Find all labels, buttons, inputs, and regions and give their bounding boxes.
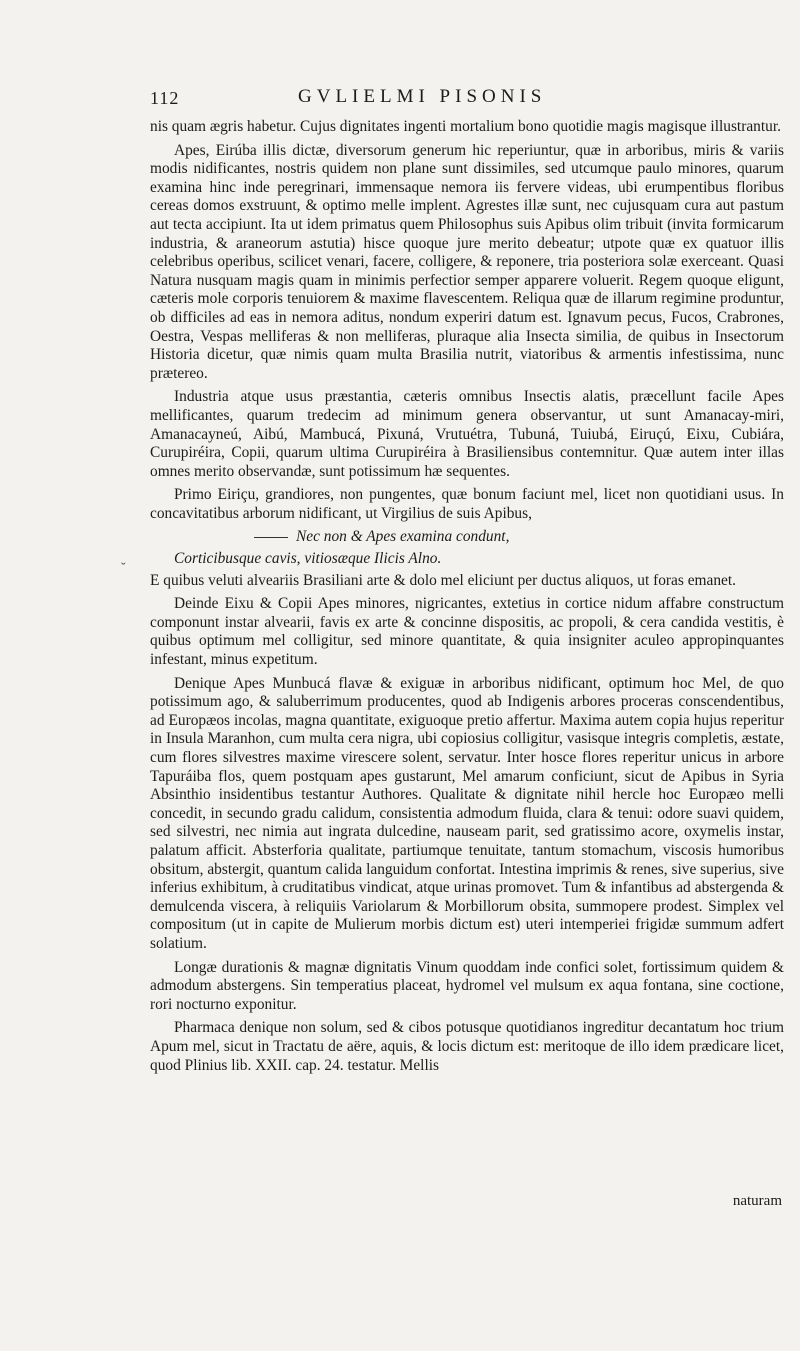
verse-dash	[254, 537, 288, 538]
paragraph: Industria atque usus præstantia, cæteris omnibus Insectis alatis, præcellunt facile Apes mellificantes, quarum tredecim ad minimum genera observantur, ut sunt Amanacay-miri, Amanacayneú, Aibú, Mambucá, Pixuná, Vrutuétra, Tubuná, Tuiubá, Eiruçú, Eixu, Cubiára, Curupiréira, Copii, quarum ultima Curupiréira à Brasiliensibus contemnitur. Quæ autem inter illas omnes merito observandæ, sunt potissimum hæ sequentes.	[150, 388, 784, 480]
verse-line	[150, 550, 784, 569]
running-head: GVLIELMI PISONIS	[298, 86, 547, 107]
verse-text: Corticibusque cavis, vitiosæque Ilicis Alno.	[174, 550, 442, 568]
catchword: naturam	[732, 1193, 782, 1209]
paragraph: Pharmaca denique non solum, sed & cibos potusque quotidianos ingreditur decantatum hoc trium Apum mel, sicut in Tractatu de aëre, aquis, & locis dictum est: meritoque de illo idem prædicare licet, quod Plinius lib. XXII. cap. 24. testatur. Mellis	[150, 1019, 784, 1074]
paragraph: nis quam ægris habetur. Cujus dignitates ingenti mortalium bono quotidie magis magisque illustrantur.	[150, 118, 781, 135]
paragraph: E quibus veluti alveariis Brasiliani arte & dolo mel eliciunt per ductus aliquos, ut foras emanet.	[150, 571, 736, 589]
verse-text: Nec non & Apes examina condunt,	[296, 528, 510, 546]
margin-mark: ˘	[121, 561, 126, 576]
page-header	[150, 86, 582, 112]
paragraph: Primo Eiriçu, grandiores, non pungentes, quæ bonum faciunt mel, licet non quotidiani usus. In concavitatibus arborum nidificant, ut Virgilius de suis Apibus,	[150, 486, 784, 522]
paragraph: Apes, Eirúba illis dictæ, diversorum generum hic reperiuntur, quæ in arboribus, miris & variis modis nidificantes, nostris quidem non plane sunt dissimiles, sed utcumque paulo minores, quarum examina hinc inde peregrinari, immensaque nemora iis fervere videas, ubi erumpentibus floribus cereas domos exstruunt, & optimo melle implent. Agrestes illæ sunt, nec cujusquam cura aut pastum aut tecta accipiunt. Ita ut idem primatus quem Philosophus suis Apibus olim tribuit (invita formicarum industria, & araneorum astutia) hisce quoque jure merito debeatur; utpote quæ ex quatuor illis celebribus operibus, scilicet venari, facere, colligere, & reponere, tria posteriora solæ exerceant. Quasi Natura nusquam magis quam in minimis perfectior semper apparere voluerit. Regem quoque eligunt, cæteris mole corporis tenuiorem & maxime flavescentem. Reliqua quæ de illarum regimine produntur, ob difficiles ad eas in nemora aditus, nondum experiri datum est. Ignavum pecus, Fucos, Crabrones, Oestra, Vespas melliferas & non melliferas, pluraque alia Insecta similia, de quibus in Insectorum Historia dicetur, quæ nimis quam multa Brasilia nutrit, viatoribus & armentis infestissima, nunc prætereo.	[150, 141, 784, 382]
page-number: 112	[150, 88, 180, 108]
page-body	[150, 118, 784, 1080]
paragraph: Longæ durationis & magnæ dignitatis Vinum quoddam inde confici solet, fortissimum quidem & admodum abstergens. Sin temperatius placeat, hydromel vel mulsum ex aqua fontana, sine coctione, rori nocturno exponitur.	[150, 958, 784, 1013]
paragraph: Deinde Eixu & Copii Apes minores, nigricantes, extetius in cortice nidum affabre constructum componunt instar alvearii, favis ex arte & concinne dispositis, ac propoli, & cera candida vestitis, è quibus optimum mel colligitur, sed minore quantitate, & quia insigniter aculeo appropinquantes infestant, minus expetitum.	[150, 595, 784, 669]
paragraph: Denique Apes Munbucá flavæ & exiguæ in arboribus nidificant, optimum hoc Mel, de quo potissimum ago, & saluberrimum producentes, quod ab Indigenis arbores proceras conscendentibus, ad Europæos incolas, magna quantitate, exiguoque pretio affertur. Maxima autem copia hujus reperitur in Insula Maranhon, cum multa cera nigra, ubi copiosius colligitur, vasisque integris completis, æstate, cum flores silvestres maxime virescere solent, servatur. Inter hosce flores reperitur unicus in arbore Tapuráiba flos, quem postquam apes gustarunt, Mel amarum conficiunt, sicut de Apibus in Syria Absinthio insidentibus testantur Authores. Qualitate & dignitate nihil hercle hoc Europæo melli concedit, in secundo gradu calidum, consistentia admodum fluida, clara & tenui: odore suavi quidem, sed silvestri, nec nimia aut ingrata dulcedine, nauseam parit, sed gratissimo acore, oxymelis instar, palatum afficit. Absterforia qualitate, partiumque tenuitate, tantum stomachum, viscosis humoribus obsitum, abstergit, quantum calida languidum confortat. Intestina imprimis & renes, sive superius, sive inferius exhibitum, à cruditatibus vindicat, atque urinas promovet. Tum & infantibus ad abstergenda & demulcenda viscera, à reliquiis Variolarum & Morbillorum obsita, summopere prodest. Simplex vel compositum (ut in capite de Mulierum morbis dictum est) uteri intemperiei frigidæ summum adfert solatium.	[150, 674, 784, 952]
verse-line	[150, 528, 784, 547]
